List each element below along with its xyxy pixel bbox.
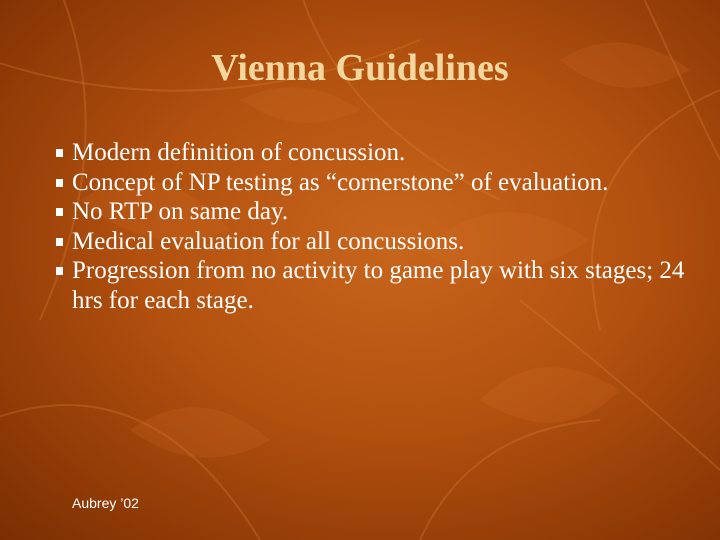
bullet-list	[56, 138, 696, 315]
square-bullet-icon	[56, 238, 63, 246]
square-bullet-icon	[56, 267, 63, 275]
square-bullet-icon	[56, 208, 63, 216]
bullet-item	[56, 227, 696, 257]
bullet-text: Medical evaluation for all concussions.	[72, 227, 465, 255]
bullet-text: Modern definition of concussion.	[72, 139, 406, 166]
bullet-item	[56, 168, 696, 198]
bullet-item	[56, 197, 696, 227]
footnote-citation: Aubrey ’02	[72, 495, 139, 511]
bullet-item	[56, 256, 696, 315]
square-bullet-icon	[56, 179, 63, 187]
bullet-text: Concept of NP testing as “cornerstone” of evaluation.	[72, 168, 609, 196]
bullet-text: Progression from no activity to game play with six stages; 24 hrs for each stage.	[72, 257, 685, 314]
square-bullet-icon	[56, 149, 63, 157]
slide-title: Vienna Guidelines	[211, 47, 509, 89]
bullet-text: No RTP on same day.	[72, 198, 289, 225]
bullet-item	[56, 138, 696, 168]
